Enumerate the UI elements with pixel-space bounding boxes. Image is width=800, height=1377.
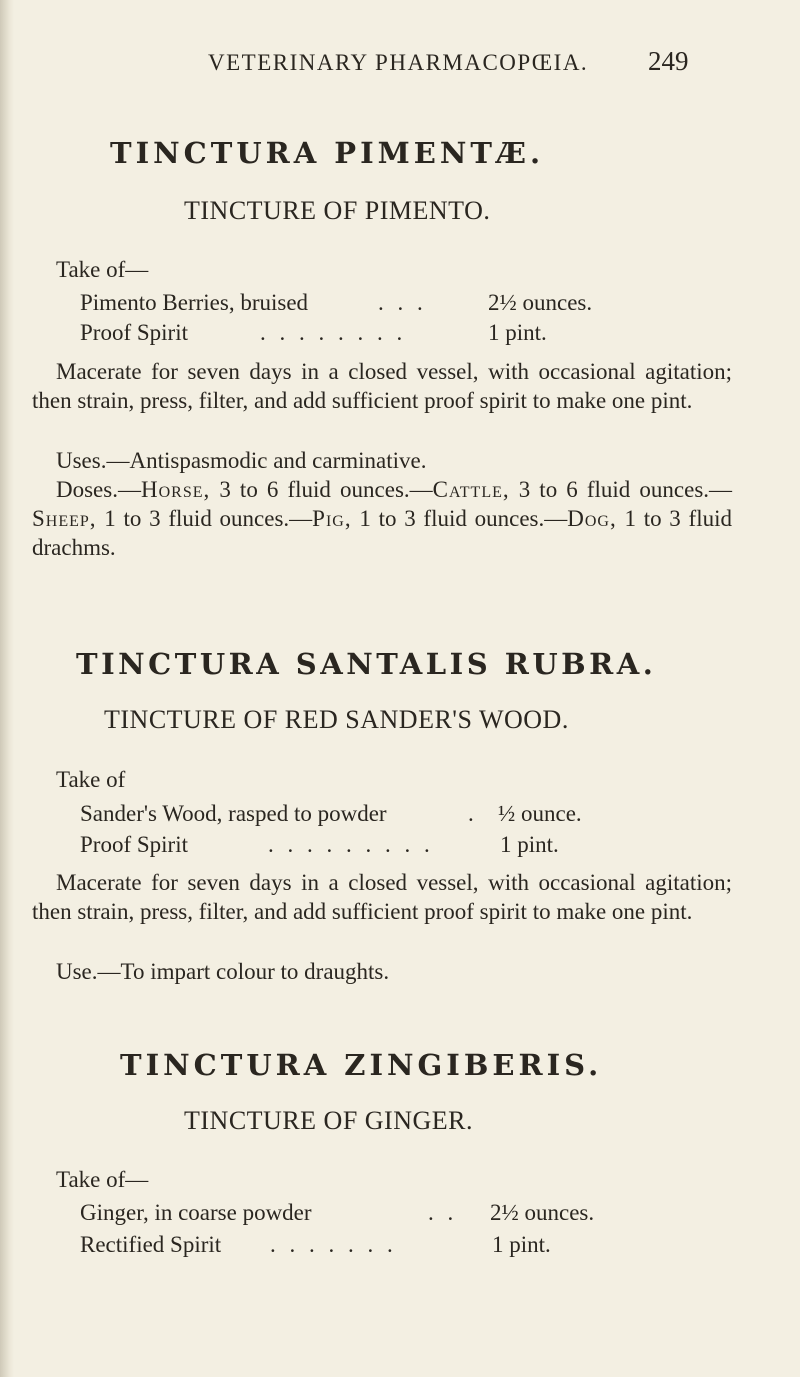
ingredient-line <box>80 832 720 862</box>
uses-paragraph <box>56 446 736 475</box>
book-binding-shadow <box>0 0 14 1377</box>
take-of-label: Take of <box>56 767 126 792</box>
dose-animal: Dog, <box>567 506 617 531</box>
dose-animal: Cattle, <box>432 477 510 502</box>
ingredient-name: Ginger, in coarse powder <box>80 1200 312 1225</box>
ingredient-line <box>80 1200 720 1230</box>
page-number: 249 <box>648 46 689 76</box>
section-subtitle: TINCTURE OF GINGER. <box>184 1106 473 1135</box>
dose-amount: 3 to 6 fluid ounces. <box>219 477 410 502</box>
section-title: TINCTURA ZINGIBERIS. <box>120 1048 603 1082</box>
ingredient-name: Sander's Wood, rasped to powder <box>80 801 387 826</box>
book-page <box>24 0 794 1377</box>
dose-animal: Pig, <box>312 506 352 531</box>
take-of-label: Take of— <box>56 257 149 282</box>
method-text: Macerate for seven days in a closed vessel, with occasional agitation; then strain, press, filter, and add sufficient proof spirit to make one pint. <box>32 359 732 413</box>
dose-animal: Horse, <box>140 477 211 502</box>
dose-amount: 1 to 3 fluid ounces. <box>359 506 545 531</box>
ingredient-line <box>80 1232 720 1262</box>
running-head <box>24 44 784 80</box>
dot-leader: . . . . . . . . . <box>268 832 434 857</box>
dot-leader: . . . <box>378 290 427 315</box>
ingredient-name: Pimento Berries, bruised <box>80 290 309 315</box>
ingredient-quantity: 2½ ounces. <box>490 1200 595 1225</box>
section-subtitle: TINCTURE OF RED SANDER'S WOOD. <box>104 705 569 734</box>
ingredient-line <box>80 290 720 320</box>
ingredient-quantity: 1 pint. <box>488 320 547 345</box>
running-title: VETERINARY PHARMACOPŒIA. <box>208 50 589 75</box>
ingredient-quantity: 1 pint. <box>492 1232 551 1257</box>
ingredient-quantity: 2½ ounces. <box>488 290 593 315</box>
section-title: TINCTURA PIMENTÆ. <box>110 136 545 170</box>
dot-leader: . <box>468 801 478 826</box>
dose-amount: 3 to 6 fluid ounces. <box>518 477 710 502</box>
method-paragraph <box>32 357 732 415</box>
dot-leader: . . . . . . . . <box>260 320 407 345</box>
dose-animal: Sheep, <box>32 506 97 531</box>
method-text: Macerate for seven days in a closed vessel, with occasional agitation; then strain, press, filter, and add sufficient proof spirit to make one pint. <box>32 870 732 924</box>
section-subtitle: TINCTURE OF PIMENTO. <box>184 196 491 225</box>
ingredient-name: Rectified Spirit <box>80 1232 222 1257</box>
uses-label: Uses. <box>56 448 107 473</box>
ingredient-name: Proof Spirit <box>80 832 188 857</box>
uses-text: —To impart colour to draughts. <box>97 959 390 984</box>
doses-paragraph: Doses.—Horse, 3 to 6 fluid ounces.—Cattle, 3 to 6 fluid ounces.—Sheep, 1 to 3 fluid ounces.—Pig, 1 to 3 fluid ounces.—Dog, 1 to 3 fluid drachms. <box>32 477 733 560</box>
uses-paragraph <box>56 957 736 986</box>
dot-leader: . . . . . . . <box>270 1232 397 1257</box>
dose-amount: 1 to 3 fluid ounces. <box>104 506 290 531</box>
ingredient-name: Proof Spirit <box>80 320 188 345</box>
uses-label: Use. <box>56 959 98 984</box>
ingredient-line <box>80 320 720 350</box>
dose-amount: 1 to 3 fluid drachms. <box>32 506 732 560</box>
ingredient-quantity: ½ ounce. <box>498 801 582 826</box>
ingredient-quantity: 1 pint. <box>500 832 559 857</box>
ingredient-line <box>80 801 720 831</box>
uses-text: —Antispasmodic and carminative. <box>106 448 427 473</box>
take-of-label: Take of— <box>56 1167 149 1192</box>
doses-label: Doses. <box>56 477 118 502</box>
method-paragraph <box>32 868 732 926</box>
section-title: TINCTURA SANTALIS RUBRA. <box>76 647 657 681</box>
dot-leader: . . <box>428 1200 458 1225</box>
